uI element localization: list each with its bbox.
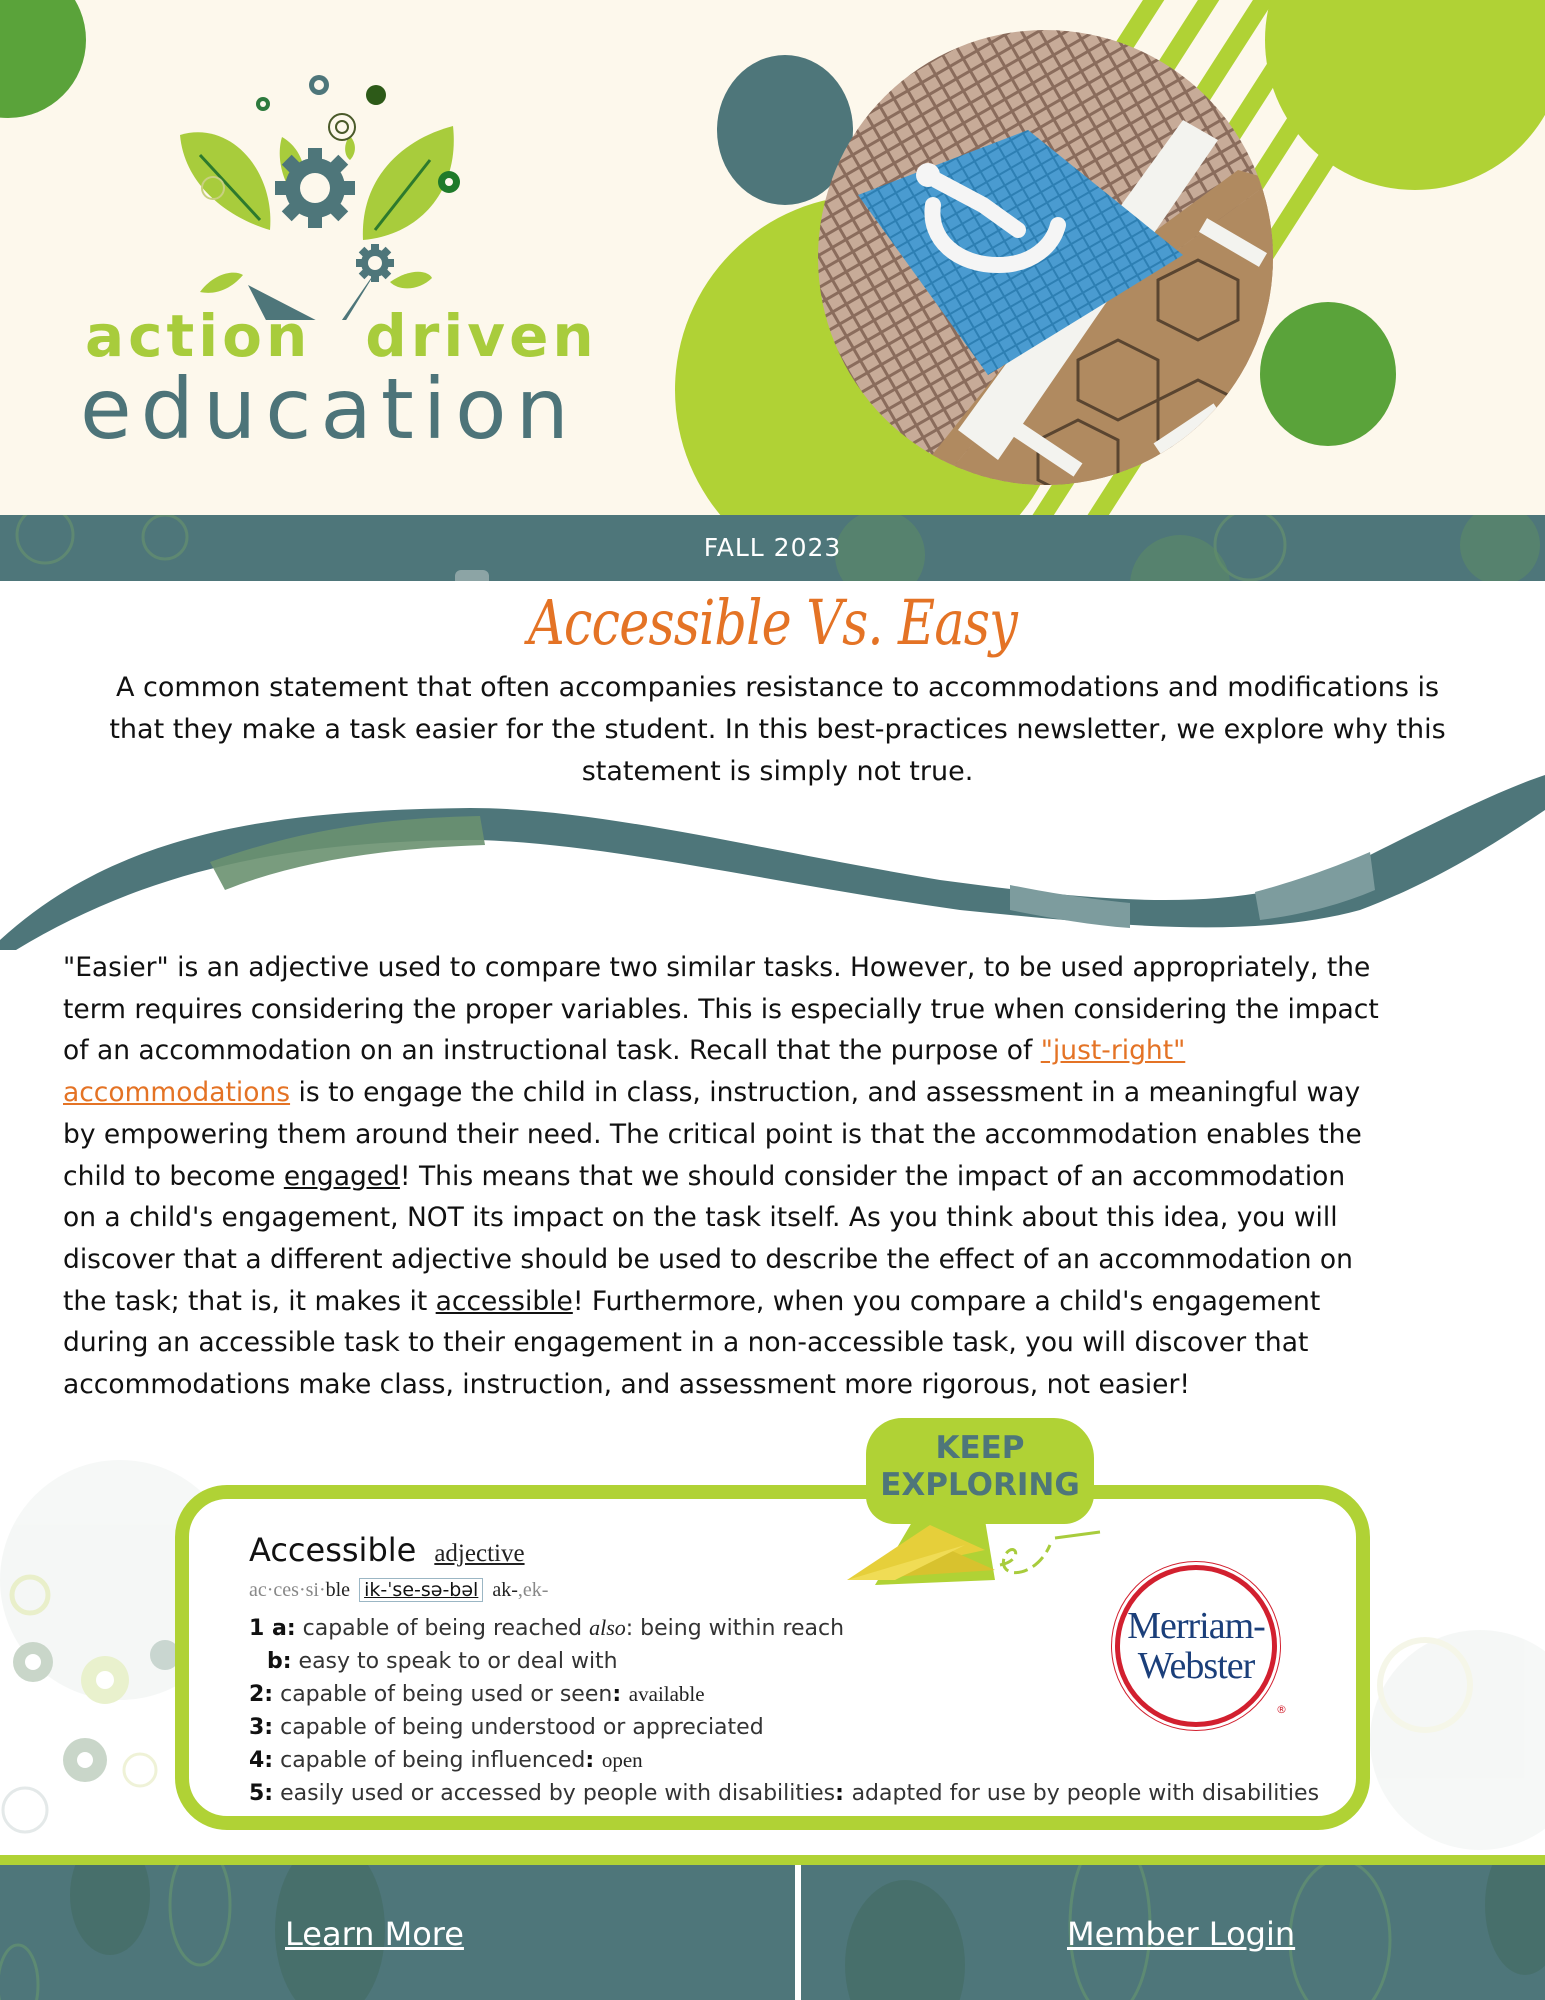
body-line: accommodations is to engage the child in class, instruction, and assessment in a meaningful way — [63, 1077, 1361, 1109]
footer-nav — [0, 1865, 1545, 2000]
definition-item: 4: capable of being influenced: open — [249, 1748, 643, 1773]
body-line: on a child's engagement, NOT its impact on the task itself. As you think about this idea, you will — [63, 1202, 1338, 1234]
season-banner — [0, 515, 1545, 581]
logo-text-action-driven: action driven — [85, 302, 598, 370]
keep-exploring-badge: KEEP EXPLORING — [866, 1418, 1094, 1524]
article-body — [63, 947, 1483, 1406]
definition-item: 5: easily used or accessed by people with disabilities: adapted for use by people with disabilities — [249, 1781, 1320, 1806]
intro-paragraph: A common statement that often accompanies resistance to accommodations and modifications is that they make a task easier for the student. In this best-practices newsletter, we explore why this statement is simply not true. — [109, 672, 1446, 787]
accessibility-parking-photo — [818, 30, 1273, 485]
season-label: FALL 2023 — [703, 533, 842, 562]
definition-item: 3: capable of being understood or appreciated — [249, 1715, 764, 1740]
footer-accent-line — [0, 1855, 1545, 1865]
newsletter-header — [0, 0, 1545, 515]
body-line: by empowering them around their need. The critical point is that the accommodation enables the — [63, 1118, 1362, 1150]
accommodations-link[interactable]: accommodations — [63, 1077, 291, 1109]
body-line: accommodations make class, instruction, and assessment more rigorous, not easier! — [63, 1369, 1190, 1401]
body-line: discover that a different adjective should be used to describe the effect of an accommodation on — [63, 1243, 1353, 1275]
footer-gear-pattern-icon — [0, 1865, 1545, 2000]
logo-text-education: education — [80, 360, 578, 458]
definition-item: 1 a: capable of being reached also: being within reach — [249, 1615, 845, 1641]
ipa-pronunciation[interactable]: ik-ˈse-sə-bəl — [359, 1578, 483, 1602]
pronunciation: ac·ces·si·ble ik-ˈse-sə-bəl ak-,ek- — [249, 1579, 549, 1601]
accessible-emphasis: accessible — [435, 1285, 573, 1317]
just-right-link[interactable]: "just-right" — [1040, 1035, 1186, 1067]
dictionary-headword: Accessible adjective — [249, 1531, 525, 1569]
registered-mark: ® — [1276, 1703, 1287, 1716]
learn-more-link[interactable]: Learn More — [285, 1915, 464, 1953]
article-title: Accessible Vs. Easy — [527, 586, 1018, 659]
body-line: "Easier" is an adjective used to compare two similar tasks. However, to be used appropriately, the — [63, 952, 1371, 983]
engaged-emphasis: engaged — [283, 1160, 400, 1192]
paper-plane-icon — [835, 1500, 1105, 1610]
wave-divider — [0, 770, 1545, 950]
wheelchair-symbol-photo-icon — [818, 30, 1273, 485]
definition-item: b: easy to speak to or deal with — [267, 1649, 618, 1674]
body-line: child to become engaged! This means that we should consider the impact of an accommodation — [63, 1160, 1346, 1192]
part-of-speech: adjective — [434, 1540, 525, 1567]
footer-divider — [795, 1865, 801, 2000]
member-login-link[interactable]: Member Login — [1067, 1915, 1296, 1953]
body-line: of an accommodation on an instructional task. Recall that the purpose of "just-right" — [63, 1035, 1186, 1067]
logo-emblem-icon — [60, 60, 620, 320]
body-line: during an accessible task to their engagement in a non-accessible task, you will discover that — [63, 1327, 1309, 1359]
body-line: term requires considering the proper variables. This is especially true when considering the impact — [63, 993, 1379, 1025]
merriam-webster-logo[interactable]: Merriam- Webster — [1115, 1565, 1277, 1727]
body-line: the task; that is, it makes it accessible! Furthermore, when you compare a child's engagement — [63, 1285, 1321, 1317]
action-driven-education-logo — [60, 60, 620, 480]
definition-item: 2: capable of being used or seen: available — [249, 1682, 705, 1707]
